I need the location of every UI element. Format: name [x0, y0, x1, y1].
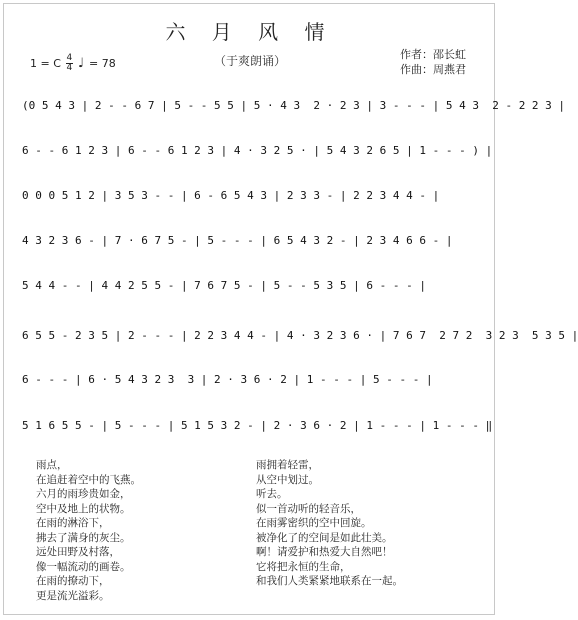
tempo-value: = 78 [89, 57, 116, 70]
lyrics-right-column [256, 458, 403, 589]
time-bottom: 4 [66, 63, 73, 73]
score-line: 5 4 4 - - | 4 4 2 5 5 - | 7 6 7 5 - | 5 - - 5 3 5 | 6 - - - | [22, 279, 426, 292]
time-top: 4 [66, 53, 73, 63]
lyricist: 作者：邵长虹 [400, 48, 466, 61]
lyric-line: 雨拥着轻雷， [256, 459, 319, 471]
lyric-line: 拂去了满身的灰尘。 [36, 531, 131, 544]
score-line: 0 0 0 5 1 2 | 3 5 3 - - | 6 - 6 5 4 3 | 2 3 3 - | 2 2 3 4 4 - | [22, 189, 440, 202]
key-label: 1 = C [30, 57, 61, 70]
lyric-line: 在雨的淋浴下， [36, 517, 110, 529]
lyric-line: 远处田野及村落， [36, 546, 120, 558]
score-line: 6 5 5 - 2 3 5 | 2 - - - | 2 2 3 4 4 - | 4 · 3 2 3 6 · | 7 6 7 2 7 2 3 2 3 5 3 5 | [22, 329, 578, 342]
lyric-line: 六月的雨珍贵如金， [36, 488, 131, 500]
lyric-line: 在雨的撩动下， [36, 575, 110, 587]
lyric-line: 在追赶着空中的飞燕。 [36, 473, 141, 486]
lyric-line: 似一首动听的轻音乐， [256, 502, 361, 515]
lyric-line: 雨点， [36, 459, 68, 471]
score-line: 5 1 6 5 5 - | 5 - - - | 5 1 5 3 2 - | 2 · 3 6 · 2 | 1 - - - | 1 - - - ‖ [22, 419, 493, 432]
score-line: 6 - - 6 1 2 3 | 6 - - 6 1 2 3 | 4 · 3 2 5 · | 5 4 3 2 6 5 | 1 - - - ) | [22, 144, 493, 157]
lyric-line: 更是流光溢彩。 [36, 589, 110, 602]
composer: 作曲：周燕君 [400, 63, 466, 76]
subtitle: （于爽朗诵） [213, 54, 286, 68]
quarter-note-icon: ♩ [77, 56, 85, 71]
lyric-line: 从空中划过。 [256, 473, 319, 486]
lyric-line: 被净化了的空间是如此壮美。 [256, 531, 393, 544]
lyric-line: 和我们人类紧紧地联系在一起。 [256, 575, 403, 587]
lyric-line: 在雨雾密织的空中回旋。 [256, 517, 372, 529]
lyric-line: 它将把永恒的生命， [256, 560, 351, 573]
song-title: 六 月 风 情 [165, 20, 335, 44]
score-line: 6 - - - | 6 · 5 4 3 2 3 3 | 2 · 3 6 · 2 | 1 - - - | 5 - - - | [22, 373, 433, 386]
score-line: 4 3 2 3 6 - | 7 · 6 7 5 - | 5 - - - | 6 5 4 3 2 - | 2 3 4 6 6 - | [22, 234, 453, 247]
lyric-line: 像一幅流动的画卷。 [36, 560, 131, 573]
lyric-line: 空中及地上的状物。 [36, 502, 131, 515]
lyric-line: 听去。 [256, 488, 288, 500]
score-line: (0 5 4 3 | 2 - - 6 7 | 5 - - 5 5 | 5 · 4 3 2 · 2 3 | 3 - - - | 5 4 3 2 - 2 2 3 | [22, 99, 566, 112]
lyrics-left-column [36, 458, 141, 603]
lyric-line: 啊！请爱护和热爱大自然吧！ [256, 546, 393, 558]
